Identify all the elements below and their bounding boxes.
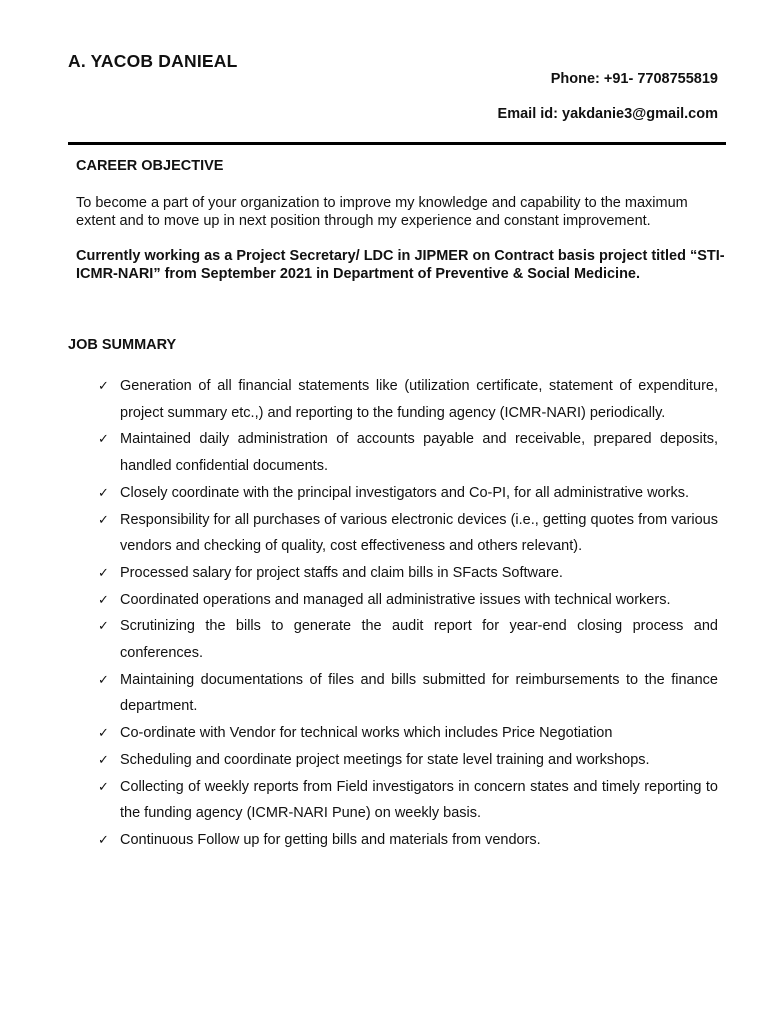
list-item-text: Collecting of weekly reports from Field investigators in concern states and timely reporting to the funding agency (ICMR-NARI Pune) on weekly basis. xyxy=(120,778,718,822)
list-item xyxy=(98,480,718,507)
check-icon: ✓ xyxy=(98,564,109,580)
list-item-text: Processed salary for project staffs and claim bills in SFacts Software. xyxy=(120,564,563,581)
list-item-text: Closely coordinate with the principal investigators and Co-PI, for all administrative works. xyxy=(120,484,689,501)
career-objective-title: CAREER OBJECTIVE xyxy=(76,158,224,174)
check-icon: ✓ xyxy=(98,511,109,527)
check-icon: ✓ xyxy=(98,378,109,393)
check-icon: ✓ xyxy=(98,831,109,847)
list-item-text: Responsibility for all purchases of various electronic devices (i.e., getting quotes from various vendors and checking of quality, cost effectiveness and others relevant). xyxy=(120,511,718,555)
list-item-text: Co-ordinate with Vendor for technical works which includes Price Negotiation xyxy=(120,725,613,742)
list-item-text: Scheduling and coordinate project meetings for state level training and workshops. xyxy=(120,751,650,768)
check-icon: ✓ xyxy=(98,725,109,741)
list-item-text: Maintaining documentations of files and bills submitted for reimbursements to the finance department. xyxy=(120,671,718,715)
list-item xyxy=(98,507,718,560)
list-item-text: Maintained daily administration of accounts payable and receivable, prepared deposits, handled confidential documents. xyxy=(120,431,718,475)
list-item-text: Generation of all financial statements like (utilization certificate, statement of expenditure, project summary etc.,) and reporting to the funding agency (ICMR-NARI) periodically. xyxy=(120,378,718,421)
name-heading: A. YACOB DANIEAL xyxy=(68,51,238,71)
list-item-text: Continuous Follow up for getting bills and materials from vendors. xyxy=(120,831,541,848)
check-icon: ✓ xyxy=(98,484,109,500)
check-icon: ✓ xyxy=(98,591,109,607)
job-summary-list xyxy=(98,373,718,854)
list-item-text: Scrutinizing the bills to generate the audit report for year-end closing process and conferences. xyxy=(120,618,718,662)
list-item xyxy=(98,827,718,854)
check-icon: ✓ xyxy=(98,618,109,634)
phone-text: Phone: +91- 7708755819 xyxy=(550,71,718,87)
list-item xyxy=(98,373,718,426)
list-item xyxy=(98,587,718,614)
list-item xyxy=(98,560,718,587)
list-item-text: Coordinated operations and managed all administrative issues with technical workers. xyxy=(120,591,671,608)
header-divider xyxy=(68,142,726,145)
list-item xyxy=(98,720,718,747)
check-icon: ✓ xyxy=(98,671,109,687)
list-item xyxy=(98,774,718,827)
check-icon: ✓ xyxy=(98,778,109,794)
list-item xyxy=(98,613,718,666)
current-position-text: Currently working as a Project Secretary/ LDC in JIPMER on Contract basis project titled “STI-ICMR-NARI” from September 2021 in Department of Preventive & Social Medicine. xyxy=(76,248,725,282)
email-text: Email id: yakdanie3@gmail.com xyxy=(497,106,718,122)
list-item xyxy=(98,747,718,774)
check-icon: ✓ xyxy=(98,751,109,767)
list-item xyxy=(98,667,718,720)
check-icon: ✓ xyxy=(98,431,109,447)
list-item xyxy=(98,426,718,479)
career-objective-text: To become a part of your organization to improve my knowledge and capability to the maximum extent and to move up in next position through my experience and constant improvement. xyxy=(76,195,688,229)
job-summary-title: JOB SUMMARY xyxy=(68,337,177,353)
